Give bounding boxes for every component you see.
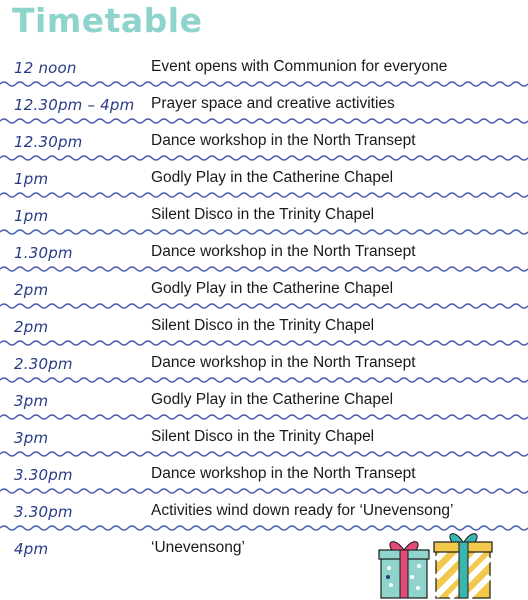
timetable-row [0, 307, 528, 344]
timetable-row [0, 122, 528, 159]
timetable-row [0, 233, 528, 270]
page-title: Timetable [12, 1, 203, 40]
timetable-row [0, 344, 528, 381]
row-time: 3pm [14, 429, 49, 447]
row-event: Dance workshop in the North Transept [151, 243, 416, 260]
row-event: Godly Play in the Catherine Chapel [151, 169, 394, 186]
row-event: ‘Unevensong’ [151, 539, 245, 556]
row-event: Dance workshop in the North Transept [151, 132, 416, 149]
gift-box-teal-icon [379, 542, 429, 598]
row-event: Silent Disco in the Trinity Chapel [151, 428, 375, 445]
row-event: Dance workshop in the North Transept [151, 354, 416, 371]
timetable-row [0, 492, 528, 529]
row-time: 12.30pm – 4pm [14, 96, 135, 114]
row-time: 3.30pm [14, 503, 73, 521]
row-event: Activities wind down ready for ‘Unevensong’ [151, 502, 454, 519]
row-time: 12 noon [14, 59, 77, 77]
row-event: Godly Play in the Catherine Chapel [151, 391, 394, 408]
row-time: 2.30pm [14, 355, 73, 373]
timetable-row [0, 85, 528, 122]
row-time: 3pm [14, 392, 49, 410]
row-event: Dance workshop in the North Transept [151, 465, 416, 482]
gift-box-yellow-icon [434, 534, 492, 598]
timetable-row [0, 381, 528, 418]
row-time: 1pm [14, 207, 49, 225]
row-time: 2pm [14, 281, 49, 299]
row-time: 1pm [14, 170, 49, 188]
row-event: Godly Play in the Catherine Chapel [151, 280, 394, 297]
timetable-row [0, 48, 528, 85]
row-event: Event opens with Communion for everyone [151, 58, 448, 75]
timetable-row [0, 455, 528, 492]
timetable-row [0, 159, 528, 196]
timetable [0, 48, 528, 566]
row-time: 12.30pm [14, 133, 83, 151]
row-time: 2pm [14, 318, 49, 336]
timetable-row [0, 418, 528, 455]
gift-boxes-illustration [376, 530, 496, 600]
row-event: Silent Disco in the Trinity Chapel [151, 206, 375, 223]
timetable-row [0, 270, 528, 307]
row-time: 3.30pm [14, 466, 73, 484]
row-time: 4pm [14, 540, 49, 558]
row-event: Silent Disco in the Trinity Chapel [151, 317, 375, 334]
timetable-row [0, 196, 528, 233]
row-event: Prayer space and creative activities [151, 95, 395, 112]
row-time: 1.30pm [14, 244, 73, 262]
